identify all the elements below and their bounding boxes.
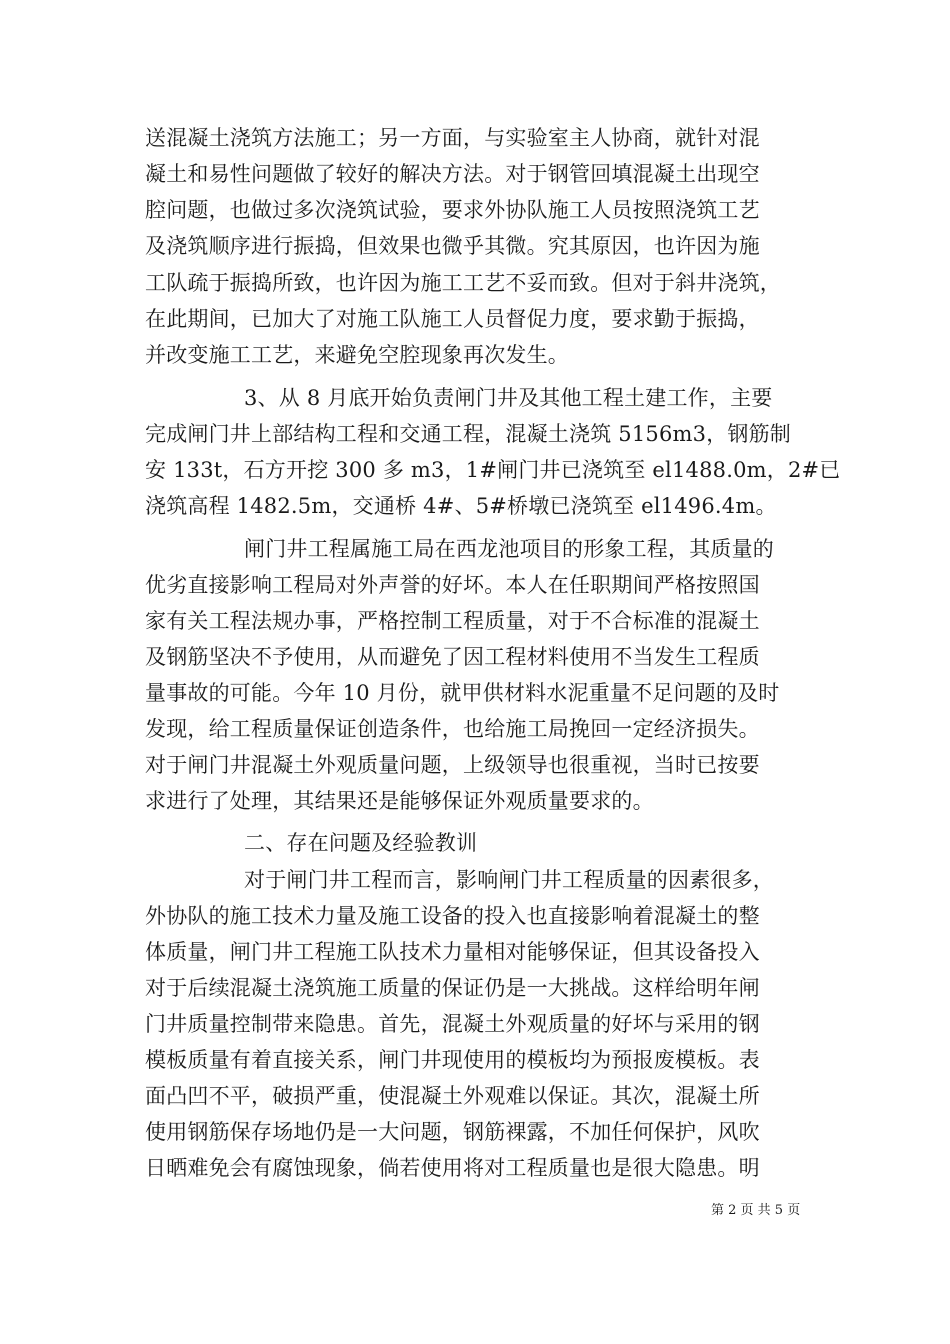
text-line: 及钢筋坚决不予使用，从而避免了因工程材料使用不当发生工程质 bbox=[145, 645, 760, 669]
text-line: 外协队的施工技术力量及施工设备的投入也直接影响着混凝土的整 bbox=[145, 904, 760, 928]
text-line: 工队疏于振捣所致，也许因为施工工艺不妥而致。但对于斜井浇筑， bbox=[145, 271, 781, 295]
text-line: 送混凝土浇筑方法施工；另一方面，与实验室主人协商，就针对混 bbox=[145, 126, 760, 150]
text-line: 求进行了处理，其结果还是能够保证外观质量要求的。 bbox=[145, 789, 654, 813]
paragraph-start-line: 3、从 8 月底开始负责闸门井及其他工程土建工作，主要 bbox=[244, 386, 773, 410]
text-line: 在此期间，已加大了对施工队施工人员督促力度，要求勤于振捣， bbox=[145, 307, 760, 331]
text-line: 及浇筑顺序进行振捣，但效果也微乎其微。究其原因，也许因为施 bbox=[145, 234, 760, 258]
text-line: 对于后续混凝土浇筑施工质量的保证仍是一大挑战。这样给明年闸 bbox=[145, 976, 760, 1000]
text-line: 家有关工程法规办事，严格控制工程质量，对于不合标准的混凝土 bbox=[145, 609, 760, 633]
text-line: 模板质量有着直接关系，闸门井现使用的模板均为预报废模板。表 bbox=[145, 1048, 760, 1072]
text-line: 完成闸门井上部结构工程和交通工程，混凝土浇筑 5156m3，钢筋制 bbox=[145, 422, 791, 446]
paragraph-start-line: 闸门井工程属施工局在西龙池项目的形象工程，其质量的 bbox=[244, 537, 774, 561]
section-heading: 二、存在问题及经验教训 bbox=[244, 831, 478, 855]
text-line: 腔问题，也做过多次浇筑试验，要求外协队施工人员按照浇筑工艺 bbox=[145, 198, 760, 222]
text-line: 面凸凹不平，破损严重，使混凝土外观难以保证。其次，混凝土所 bbox=[145, 1084, 760, 1108]
text-line: 安 133t，石方开挖 300 多 m3，1#闸门井已浇筑至 el1488.0m，2#已 bbox=[145, 458, 841, 482]
text-line: 优劣直接影响工程局对外声誉的好坏。本人在任职期间严格按照国 bbox=[145, 573, 760, 597]
text-line: 发现，给工程质量保证创造条件，也给施工局挽回一定经济损失。 bbox=[145, 717, 760, 741]
text-line: 对于闸门井混凝土外观质量问题，上级领导也很重视，当时已按要 bbox=[145, 753, 760, 777]
text-line: 并改变施工工艺，来避免空腔现象再次发生。 bbox=[145, 343, 569, 367]
page-number-footer: 第 2 页 共 5 页 bbox=[711, 1203, 801, 1218]
text-line: 凝土和易性问题做了较好的解决方法。对于钢管回填混凝土出现空 bbox=[145, 162, 760, 186]
text-line: 门井质量控制带来隐患。首先，混凝土外观质量的好坏与采用的钢 bbox=[145, 1012, 760, 1036]
text-line: 使用钢筋保存场地仍是一大问题，钢筋裸露，不加任何保护，风吹 bbox=[145, 1120, 760, 1144]
text-line: 量事故的可能。今年 10 月份，就甲供材料水泥重量不足问题的及时 bbox=[145, 681, 780, 705]
text-line: 体质量，闸门井工程施工队技术力量相对能够保证，但其设备投入 bbox=[145, 940, 760, 964]
text-line: 日晒难免会有腐蚀现象，倘若使用将对工程质量也是很大隐患。明 bbox=[145, 1156, 760, 1180]
text-line: 浇筑高程 1482.5m，交通桥 4#、5#桥墩已浇筑至 el1496.4m。 bbox=[145, 494, 777, 518]
paragraph-start-line: 对于闸门井工程而言，影响闸门井工程质量的因素很多， bbox=[244, 868, 774, 892]
